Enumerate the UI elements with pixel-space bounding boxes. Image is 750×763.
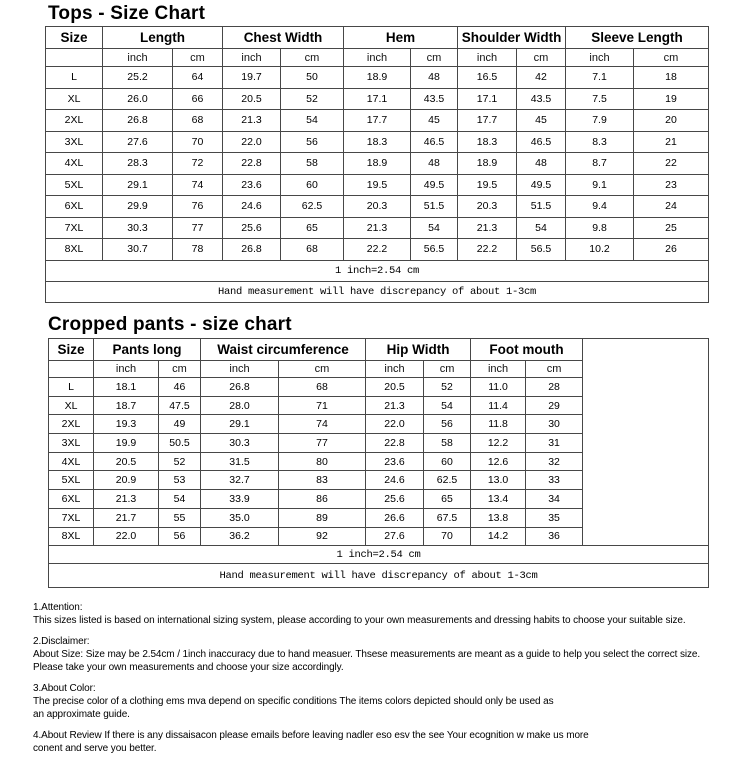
footnote-line: The precise color of a clothing ems mva depend on specific conditions The items colors depicted should only be used as <box>33 696 554 707</box>
measurement-value-cell: 16.5 <box>458 67 517 89</box>
size-label-cell: 2XL <box>46 110 103 132</box>
size-row-xl <box>46 88 709 110</box>
unit-inch-cell: inch <box>223 49 281 67</box>
measurement-value-cell: 21.3 <box>94 490 159 509</box>
size-row-4xl <box>46 153 709 175</box>
unit-blank-cell <box>46 49 103 67</box>
measurement-value-cell: 18.3 <box>344 131 411 153</box>
size-row-5xl <box>46 174 709 196</box>
size-label-cell: 4XL <box>49 452 94 471</box>
measurement-value-cell: 7.1 <box>566 67 634 89</box>
measurement-value-cell: 33.9 <box>201 490 279 509</box>
measurement-value-cell: 74 <box>173 174 223 196</box>
size-label-cell: 6XL <box>46 196 103 218</box>
measurement-value-cell: 19.5 <box>344 174 411 196</box>
pants-size-table <box>48 338 709 588</box>
footnote-line: 2.Disclaimer: <box>33 636 90 647</box>
measurement-value-cell: 17.7 <box>344 110 411 132</box>
group-column-header: Length <box>103 27 223 49</box>
unit-cm-cell: cm <box>526 361 583 378</box>
unit-cm-cell: cm <box>634 49 709 67</box>
footnotes <box>33 601 745 763</box>
unit-inch-cell: inch <box>94 361 159 378</box>
measurement-value-cell: 51.5 <box>411 196 458 218</box>
measurement-value-cell: 18.3 <box>458 131 517 153</box>
measurement-value-cell: 17.1 <box>344 88 411 110</box>
measurement-value-cell: 29 <box>526 396 583 415</box>
measurement-value-cell: 48 <box>411 153 458 175</box>
unit-inch-cell: inch <box>201 361 279 378</box>
measurement-value-cell: 56.5 <box>411 239 458 261</box>
footnote-line: About Size: Size may be 2.54cm / 1inch inaccuracy due to hand measuer. Thsese measurements are meant as a guide to help you select the correct size. <box>33 649 701 660</box>
measurement-value-cell: 24.6 <box>366 471 424 490</box>
measurement-value-cell: 49 <box>159 415 201 434</box>
unit-cm-cell: cm <box>281 49 344 67</box>
measurement-value-cell: 21.3 <box>366 396 424 415</box>
measurement-value-cell: 27.6 <box>103 131 173 153</box>
table-header-row <box>49 339 709 361</box>
size-label-cell: L <box>46 67 103 89</box>
measurement-value-cell: 65 <box>281 217 344 239</box>
measurement-value-cell: 26.8 <box>201 378 279 397</box>
measurement-value-cell: 45 <box>517 110 566 132</box>
unit-cm-cell: cm <box>424 361 471 378</box>
measurement-value-cell: 52 <box>281 88 344 110</box>
measurement-value-cell: 18.7 <box>94 396 159 415</box>
group-column-header: Shoulder Width <box>458 27 566 49</box>
measurement-value-cell: 52 <box>159 452 201 471</box>
measurement-value-cell: 56 <box>159 527 201 546</box>
measurement-value-cell: 21.3 <box>223 110 281 132</box>
measurement-value-cell: 54 <box>424 396 471 415</box>
size-row-l <box>46 67 709 89</box>
measurement-value-cell: 68 <box>173 110 223 132</box>
measurement-value-cell: 9.4 <box>566 196 634 218</box>
measurement-value-cell: 29.9 <box>103 196 173 218</box>
unit-cm-cell: cm <box>159 361 201 378</box>
measurement-value-cell: 22.0 <box>94 527 159 546</box>
measurement-value-cell: 31.5 <box>201 452 279 471</box>
size-label-cell: 8XL <box>49 527 94 546</box>
measurement-value-cell: 54 <box>159 490 201 509</box>
group-column-header: Waist circumference <box>201 339 366 361</box>
measurement-value-cell: 49.5 <box>517 174 566 196</box>
measurement-value-cell: 64 <box>173 67 223 89</box>
measurement-value-cell: 54 <box>281 110 344 132</box>
footnote-line: conent and serve you better. <box>33 743 157 754</box>
measurement-value-cell: 7.5 <box>566 88 634 110</box>
measurement-value-cell: 29.1 <box>103 174 173 196</box>
size-column-header: Size <box>46 27 103 49</box>
measurement-value-cell: 72 <box>173 153 223 175</box>
measurement-value-cell: 26.0 <box>103 88 173 110</box>
measurement-value-cell: 43.5 <box>411 88 458 110</box>
measurement-value-cell: 7.9 <box>566 110 634 132</box>
measurement-value-cell: 26.6 <box>366 508 424 527</box>
measurement-value-cell: 58 <box>281 153 344 175</box>
size-row-8xl <box>46 239 709 261</box>
measurement-value-cell: 22.8 <box>366 434 424 453</box>
footnote-section-4 <box>33 729 745 755</box>
measurement-value-cell: 8.7 <box>566 153 634 175</box>
measurement-value-cell: 60 <box>424 452 471 471</box>
measurement-value-cell: 28.3 <box>103 153 173 175</box>
measurement-value-cell: 22.2 <box>458 239 517 261</box>
size-label-cell: 4XL <box>46 153 103 175</box>
measurement-value-cell: 17.1 <box>458 88 517 110</box>
footnote-line: Please take your own measurements and choose your size accordingly. <box>33 662 344 673</box>
footnote-line: This sizes listed is based on international sizing system, please according to your own measurements and dressing habits to choose your suitable size. <box>33 615 686 626</box>
unit-inch-cell: inch <box>471 361 526 378</box>
measurement-value-cell: 56 <box>281 131 344 153</box>
footnote-section-2 <box>33 635 745 674</box>
measurement-value-cell: 83 <box>279 471 366 490</box>
measurement-value-cell: 42 <box>517 67 566 89</box>
measurement-value-cell: 10.2 <box>566 239 634 261</box>
measurement-value-cell: 28.0 <box>201 396 279 415</box>
measurement-value-cell: 49.5 <box>411 174 458 196</box>
unit-inch-cell: inch <box>366 361 424 378</box>
footnote-line: 3.About Color: <box>33 683 96 694</box>
measurement-value-cell: 25 <box>634 217 709 239</box>
measurement-value-cell: 8.3 <box>566 131 634 153</box>
measurement-value-cell: 55 <box>159 508 201 527</box>
measurement-value-cell: 21.3 <box>458 217 517 239</box>
size-row-3xl <box>46 131 709 153</box>
measurement-value-cell: 24.6 <box>223 196 281 218</box>
unit-blank-cell <box>49 361 94 378</box>
measurement-value-cell: 9.1 <box>566 174 634 196</box>
group-column-header: Chest Width <box>223 27 344 49</box>
measurement-value-cell: 46 <box>159 378 201 397</box>
measurement-value-cell: 36.2 <box>201 527 279 546</box>
measurement-value-cell: 17.7 <box>458 110 517 132</box>
measurement-value-cell: 62.5 <box>281 196 344 218</box>
measurement-value-cell: 20.9 <box>94 471 159 490</box>
measurement-value-cell: 51.5 <box>517 196 566 218</box>
measurement-value-cell: 54 <box>517 217 566 239</box>
measurement-value-cell: 30 <box>526 415 583 434</box>
measurement-value-cell: 22.0 <box>223 131 281 153</box>
size-label-cell: 5XL <box>46 174 103 196</box>
measurement-value-cell: 21 <box>634 131 709 153</box>
group-column-header: Pants long <box>94 339 201 361</box>
size-label-cell: 7XL <box>49 508 94 527</box>
measurement-value-cell: 26.8 <box>103 110 173 132</box>
measurement-value-cell: 78 <box>173 239 223 261</box>
measurement-value-cell: 54 <box>411 217 458 239</box>
measurement-value-cell: 66 <box>173 88 223 110</box>
measurement-value-cell: 67.5 <box>424 508 471 527</box>
group-column-header: Hem <box>344 27 458 49</box>
measurement-value-cell: 25.6 <box>366 490 424 509</box>
measurement-value-cell: 13.4 <box>471 490 526 509</box>
measurement-value-cell: 27.6 <box>366 527 424 546</box>
size-label-cell: 3XL <box>46 131 103 153</box>
measurement-value-cell: 62.5 <box>424 471 471 490</box>
measurement-value-cell: 48 <box>411 67 458 89</box>
unit-inch-cell: inch <box>458 49 517 67</box>
measurement-value-cell: 32.7 <box>201 471 279 490</box>
measurement-value-cell: 70 <box>173 131 223 153</box>
measurement-value-cell: 53 <box>159 471 201 490</box>
measurement-value-cell: 13.0 <box>471 471 526 490</box>
group-column-header: Foot mouth <box>471 339 583 361</box>
measurement-value-cell: 20 <box>634 110 709 132</box>
measurement-value-cell: 19.3 <box>94 415 159 434</box>
measurement-value-cell: 33 <box>526 471 583 490</box>
table-note-cell: 1 inch=2.54 cm <box>46 260 709 281</box>
measurement-value-cell: 46.5 <box>517 131 566 153</box>
footnote-section-1 <box>33 601 745 627</box>
footnote-line: 4.About Review If there is any dissaisacon please emails before leaving nadler eso esv the see Your ecognition w make us more <box>33 730 589 741</box>
measurement-value-cell: 71 <box>279 396 366 415</box>
measurement-value-cell: 58 <box>424 434 471 453</box>
measurement-value-cell: 13.8 <box>471 508 526 527</box>
size-label-cell: 3XL <box>49 434 94 453</box>
measurement-value-cell: 74 <box>279 415 366 434</box>
measurement-value-cell: 18.1 <box>94 378 159 397</box>
measurement-value-cell: 77 <box>173 217 223 239</box>
table-note-row <box>49 546 709 564</box>
measurement-value-cell: 35 <box>526 508 583 527</box>
measurement-value-cell: 14.2 <box>471 527 526 546</box>
measurement-value-cell: 25.2 <box>103 67 173 89</box>
measurement-value-cell: 50.5 <box>159 434 201 453</box>
measurement-value-cell: 9.8 <box>566 217 634 239</box>
measurement-value-cell: 19.5 <box>458 174 517 196</box>
measurement-value-cell: 28 <box>526 378 583 397</box>
measurement-value-cell: 77 <box>279 434 366 453</box>
measurement-value-cell: 22.2 <box>344 239 411 261</box>
measurement-value-cell: 18.9 <box>458 153 517 175</box>
measurement-value-cell: 29.1 <box>201 415 279 434</box>
measurement-value-cell: 22.0 <box>366 415 424 434</box>
table-note-cell: Hand measurement will have discrepancy of about 1-3cm <box>49 564 709 588</box>
measurement-value-cell: 26.8 <box>223 239 281 261</box>
group-column-header: Sleeve Length <box>566 27 709 49</box>
size-label-cell: XL <box>46 88 103 110</box>
footnote-line: an approximate guide. <box>33 709 130 720</box>
tops-size-table <box>45 26 709 303</box>
measurement-value-cell: 22.8 <box>223 153 281 175</box>
measurement-value-cell: 20.5 <box>223 88 281 110</box>
measurement-value-cell: 45 <box>411 110 458 132</box>
measurement-value-cell: 18 <box>634 67 709 89</box>
measurement-value-cell: 25.6 <box>223 217 281 239</box>
measurement-value-cell: 11.8 <box>471 415 526 434</box>
pants-chart-title: Cropped pants - size chart <box>48 314 292 335</box>
measurement-value-cell: 18.9 <box>344 67 411 89</box>
measurement-value-cell: 30.3 <box>201 434 279 453</box>
measurement-value-cell: 19.9 <box>94 434 159 453</box>
size-label-cell: 8XL <box>46 239 103 261</box>
size-label-cell: 2XL <box>49 415 94 434</box>
measurement-value-cell: 36 <box>526 527 583 546</box>
unit-cm-cell: cm <box>173 49 223 67</box>
unit-inch-cell: inch <box>344 49 411 67</box>
table-header-row <box>46 27 709 49</box>
measurement-value-cell: 11.0 <box>471 378 526 397</box>
measurement-value-cell: 76 <box>173 196 223 218</box>
measurement-value-cell: 68 <box>281 239 344 261</box>
measurement-value-cell: 46.5 <box>411 131 458 153</box>
measurement-value-cell: 89 <box>279 508 366 527</box>
measurement-value-cell: 60 <box>281 174 344 196</box>
unit-inch-cell: inch <box>566 49 634 67</box>
measurement-value-cell: 65 <box>424 490 471 509</box>
size-label-cell: 7XL <box>46 217 103 239</box>
measurement-value-cell: 23.6 <box>366 452 424 471</box>
measurement-value-cell: 24 <box>634 196 709 218</box>
measurement-value-cell: 68 <box>279 378 366 397</box>
size-label-cell: XL <box>49 396 94 415</box>
size-row-6xl <box>46 196 709 218</box>
measurement-value-cell: 19 <box>634 88 709 110</box>
measurement-value-cell: 80 <box>279 452 366 471</box>
measurement-value-cell: 20.3 <box>344 196 411 218</box>
size-label-cell: L <box>49 378 94 397</box>
unit-cm-cell: cm <box>411 49 458 67</box>
group-column-header: Hip Width <box>366 339 471 361</box>
measurement-value-cell: 47.5 <box>159 396 201 415</box>
measurement-value-cell: 52 <box>424 378 471 397</box>
measurement-value-cell: 20.5 <box>366 378 424 397</box>
measurement-value-cell: 32 <box>526 452 583 471</box>
measurement-value-cell: 43.5 <box>517 88 566 110</box>
measurement-value-cell: 26 <box>634 239 709 261</box>
size-column-header: Size <box>49 339 94 361</box>
measurement-value-cell: 20.3 <box>458 196 517 218</box>
table-note-row <box>49 564 709 588</box>
empty-side-cell <box>583 339 709 546</box>
measurement-value-cell: 34 <box>526 490 583 509</box>
measurement-value-cell: 48 <box>517 153 566 175</box>
measurement-value-cell: 92 <box>279 527 366 546</box>
table-note-row <box>46 281 709 302</box>
measurement-value-cell: 70 <box>424 527 471 546</box>
measurement-value-cell: 18.9 <box>344 153 411 175</box>
measurement-value-cell: 23.6 <box>223 174 281 196</box>
table-note-cell: 1 inch=2.54 cm <box>49 546 709 564</box>
measurement-value-cell: 20.5 <box>94 452 159 471</box>
footnote-line: 1.Attention: <box>33 602 83 613</box>
unit-inch-cell: inch <box>103 49 173 67</box>
measurement-value-cell: 21.3 <box>344 217 411 239</box>
measurement-value-cell: 30.3 <box>103 217 173 239</box>
unit-cm-cell: cm <box>517 49 566 67</box>
table-note-cell: Hand measurement will have discrepancy of about 1-3cm <box>46 281 709 302</box>
measurement-value-cell: 86 <box>279 490 366 509</box>
unit-header-row <box>46 49 709 67</box>
measurement-value-cell: 23 <box>634 174 709 196</box>
measurement-value-cell: 11.4 <box>471 396 526 415</box>
table-note-row <box>46 260 709 281</box>
size-row-2xl <box>46 110 709 132</box>
unit-cm-cell: cm <box>279 361 366 378</box>
measurement-value-cell: 35.0 <box>201 508 279 527</box>
measurement-value-cell: 50 <box>281 67 344 89</box>
measurement-value-cell: 12.6 <box>471 452 526 471</box>
measurement-value-cell: 12.2 <box>471 434 526 453</box>
tops-chart-title: Tops - Size Chart <box>48 3 206 24</box>
measurement-value-cell: 31 <box>526 434 583 453</box>
size-label-cell: 6XL <box>49 490 94 509</box>
measurement-value-cell: 56.5 <box>517 239 566 261</box>
measurement-value-cell: 19.7 <box>223 67 281 89</box>
measurement-value-cell: 30.7 <box>103 239 173 261</box>
size-label-cell: 5XL <box>49 471 94 490</box>
size-row-7xl <box>46 217 709 239</box>
footnote-section-3 <box>33 682 745 721</box>
measurement-value-cell: 22 <box>634 153 709 175</box>
measurement-value-cell: 21.7 <box>94 508 159 527</box>
measurement-value-cell: 56 <box>424 415 471 434</box>
